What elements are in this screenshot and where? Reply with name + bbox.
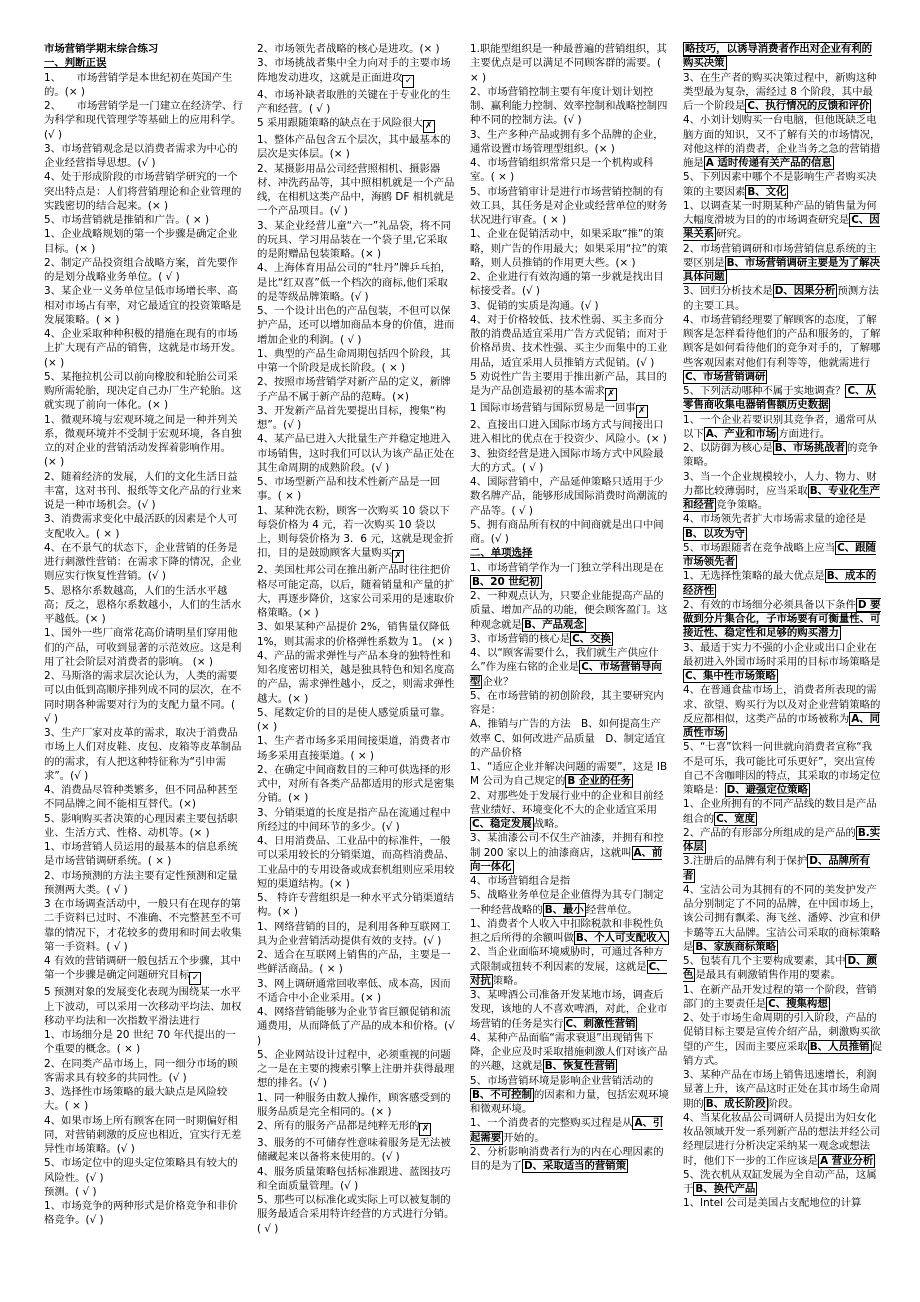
answer-mark: ✗ [636,405,648,418]
question-item: 3、在生产者的购买决策过程中，新购这种类型最为复杂，需经过 8 个阶段，其中最后一个阶段是 C、执行情况的反馈和评价 [683,71,877,112]
answer-mark: ✓ [189,972,201,985]
question-item: 5 劝说性广告主要用于推出新产品，其目的是为产品创造最初的基本需求 ✗ [470,370,667,399]
document-title: 市场营销学期末综合练习 [44,43,159,55]
answer-box: B、不可控制 [472,1088,532,1101]
question-item: 3、选择性市场策略的最大缺点是风险较大。( × ) [44,1086,228,1113]
answer-box: B、以攻为守 [685,527,745,540]
question-item: 1、某种洗衣粉，顾客一次购买 10 袋以下每袋价格为 4 元，若一次购买 10 袋以上，则每袋价格为 3．6 元，这就是现金折扣，目的是鼓励顾客大量购买 ✗ [257,504,454,562]
answer-box: D、采取适当的营销策 [523,1160,627,1172]
column-2 [257,42,456,1294]
answer-box: C、对抗 [470,960,667,987]
answer-box: B、市场营销调研主要是为了解决具体问题 [683,256,880,283]
question-item: 3、分销渠道的长度是指产品在流通过程中所经过的中间环节的多少。(√ ) [257,806,451,833]
answer-box: C、市场营销导向型 [470,661,662,688]
section-heading: 一、判断正误 [44,57,107,70]
answer-mark: ✗ [605,388,617,401]
answer-box: A 适时传递有关产品的信息 [705,157,832,169]
question-item: 2、美国杜邦公司在推出新产品时往往把价格尽可能定高，以后，随着销量和产量的扩大，再逐步降价，这家公司采用的是速取价格策略。(× ) [257,564,455,619]
answer-box: A、前向一体化 [470,846,663,873]
question-item: 2、所有的服务产品都是纯粹无形的 ✗ [257,1119,456,1136]
question-item: 5、“七喜”饮料一问世就向消费者宣称“我不是可乐，我可能比可乐更好”，突出宣传自己不含咖啡因的特点，其采取的市场定位策略是： D、避强定位策略 [683,741,881,796]
question-item: 3、消费需求变化中最活跃的因素是个人可支配收入。( × ) [44,513,238,540]
answer-box: D、因果分析 [774,285,836,298]
answer-mark: ✗ [423,120,435,133]
answer-box: A、产业和市场 [705,427,777,440]
answer-box: C、市场营销调研 [685,370,766,383]
question-item: 2、直接出口进入国际市场方式与间接出口进入相比的优点在于投资少、风险小。(× ) [470,419,667,446]
question-item: 5、市场型新产品和技术性新产品是一回事。( × ) [257,476,441,503]
question-item: 5、下列活动哪种不属于实地调查？ C、从零售商收集电器销售额历史数据 [683,385,876,412]
question-item: 2、以防御为核心是 B、市场挑战者 的竞争策略。 [683,442,879,469]
question-item: 1、典型的产品生命周期包括四个阶段，其中第一个阶段是成长阶段。( × ) [257,347,451,374]
question-item: 1 国际市场营销与国际贸易是一回事 ✗ [470,401,669,418]
question-item: 1、企业在促销活动中，如果采取“推”的策略，则广告的作用最大；如果采用“拉”的策略，则人员推销的作用更大些。(× ) [470,228,668,269]
question-item: 4、上海体育用品公司的“牡丹”牌乒乓拍，是比“红双喜”低一个档次的商标,他们采取的是等级品牌策略。(√ ) [257,262,452,303]
answer-box: D、颜色 [683,955,877,982]
question-item: 4、市场补缺者取胜的关键在于专业化的生产和经营。( √ ) [257,88,451,115]
question-item: 4、市场营销组织常常只是一个机构或科室。( × ) [470,157,654,184]
question-item: 2、处于市场生命周期的引入阶段，产品的促销目标主要是宣传介绍产品，刺激购买欲望的产生，因而主要应采取 B、人员推销 促销方式。 [683,1012,882,1067]
question-item: 2、市场营销调研和市场营销信息系统的主要区别是 B、市场营销调研主要是为了解决具体问题 [683,242,880,283]
question-item: 5、市场跟随者在竞争战略上应当 C、跟随市场领先者 [683,541,876,568]
question-item: 1、市场细分是 20 世纪 70 年代提出的一个重要的概念。( × ) [44,1029,236,1056]
answer-mark: ✓ [402,75,414,88]
question-item: 2、制定产品投资组合战略方案，首先要作的是划分战略业务单位。( √ ) [44,256,238,283]
question-item: 5、拥有商品所有权的中间商就是出口中间商。(√ ) [470,518,664,545]
answer-box: B.实体层 [683,826,881,853]
question-item: 3、某啤酒公司准备开发某地市场，调查后发现，该地的人不喜欢啤酒，对此，企业市场营销的任务是实行 C、刺激性营销 [470,989,668,1030]
answer-box: C、稳定发展 [472,818,532,830]
question-item: 5、市场定位中的迎头定位策略具有较大的风险性。(√ ) [44,1157,238,1184]
question-item: 4、处于形成阶段的市场营销学研究的一个突出特点是：人们将营销理论和企业管理的实践密切的结合起来。(× ) [44,171,242,212]
question-item: 1、在新产品开发过程的第一个阶段，营销部门的主要责任是 C、搜集构想 [683,983,877,1010]
question-item: 4、如果市场上所有顾客在同一时期偏好相同，对营销刺激的反应也相近，宜实行无差异性市场策略。(√ ) [44,1114,242,1155]
answer-box: C、跟随市场领先者 [683,541,876,568]
question-item: 4、日用消费品、工业品中的标准件，一般可以采用较长的分销渠道，而高档消费品、工业品中的专用设备或成套机组则应采用较短的渠道结构。(× ) [257,835,455,890]
question-item: 3、生产多种产品或拥有多个品牌的企业，通常设置市场管理型组织。(× ) [470,128,664,155]
question-item: 1、消费者个人收入中扣除税款和非税性负担之后所得的余额叫做 B、个人可支配收入 [470,917,667,944]
column-1 [44,42,243,1294]
answer-box: A、同质性市场 [683,712,881,739]
question-item: 2、当企业面临环境威胁时，可通过各种方式限制或扭转不利因素的发展，这就是 C、对抗 策略。 [470,946,667,987]
question-item: 3、独资经营是进入国际市场方式中风险最大的方式。( √ ) [470,447,664,474]
question-item: 1、整体产品包含五个层次，其中最基本的层次是实体层。(× ) [257,134,451,161]
question-item: 4 有效的营销调研一般包括五个步骤，其中第一个步骤是确定问题研究目标 ✓ [44,955,241,984]
answer-box: B、恢复性营销 [544,1060,615,1073]
question-item: 3、某企业经营儿童“六一”礼品袋，将不同的玩具、学习用品装在一个袋子里,它采取的是附赠品包装策略。(× ) [257,219,452,260]
question-item: 4、市场营销组合是指 [470,875,571,887]
answer-box: B、文化 [747,185,787,198]
question-item: 2、马斯洛的需求层次论认为，人类的需要可以由低到高顺序排列成不同的层次，在不同时期各种需要对行为的支配力量不同。( √ ) [44,670,242,725]
answer-box: A、引起需要 [470,1117,664,1144]
question-item: 1、市场竞争的两种形式是价格竞争和非价格竞争。(√ ) [44,1200,238,1227]
question-item: 2、对那些处于发展行业中的企业和目前经营业绩好、环境变化不大的企业适宜采用C、稳定发展 战略。 [470,789,664,830]
question-item: 4、在不景气的状态下，企业营销的任务是进行刺激性营销：在需求下降的情况，企业则应实行恢复性营销。(√ ) [44,541,242,583]
question-item: 2、在确定中间商数目的三种可供选择的形式中，对所有各类产品都适用的形式是密集分销。(× ) [257,763,455,805]
question-item: 1、网络营销的目的，是利用各种互联网工具为企业营销活动提供有效的支持。(√ ) [257,920,451,947]
question-item: 2、市场营销控制主要有年度计划计划控制、赢利能力控制、效率控制和战略控制四种不同的控制方法。(√ ) [470,85,668,127]
question-item: 4、消费品尽管种类繁多，但不同品种甚至不同品牌之间不能相互替代。(×) [44,784,238,811]
question-item: 1、一个消费者的完整购买过程是从 A、引起需要 开始的。 [470,1117,664,1144]
question-item: 1、Intel 公司是美国占支配地位的计算 [683,1197,862,1210]
question-item: 4、以“顾客需要什么，我们就生产供应什么”作为座右铭的企业是 C、市场营销导向型 企业？ [470,647,662,688]
column-4 [683,42,882,1294]
answer-box: B、个人可支配收入 [575,932,667,944]
question-item: 1、“适应企业并解决问题的需要”，这是 IBM 公司为自己规定的 B 企业的任务 [470,761,668,788]
question-item: 2、分析影响消费者行为的内在心理因素的目的是为了 D、采取适当的营销策 [470,1145,664,1172]
question-item: 1、生产者市场多采用间接渠道，消费者市场多采用直接渠道。( × ) [257,735,451,762]
question-item: 2、适合在互联网上销售的产品，主要是一些鲜活商品。( × ) [257,949,451,976]
question-item: 2、按照市场营销学对新产品的定义，新牌子产品不属于新产品的范畴。(×) [257,376,451,403]
question-item: 3、网上调研通常回收率低、成本高，因而不适合中小企业采用。(× ) [257,977,451,1004]
answer-box: B、最小 [544,903,584,916]
question-item: 2、在同类产品市场上，同一细分市场的顾客需求具有较多的共同性。(√ ) [44,1057,238,1084]
question-item: 5 预测对象的发展变化表现为围绕某一水平上下波动，可以采用一次移动平均法、加权移动平均法和一次指数平滑法进行 [44,986,242,1027]
question-item: 5、 特许专营组织是一种水平式分销渠道结构。(× ) [257,892,454,919]
question-item: 5、某拖拉机公司以前向橡胶和轮胎公司采购所需轮胎，现决定自己办厂生产轮胎。这就实现了前向一体化。(× ) [44,370,242,412]
question-item: 5、包装有几个主要构成要素，其中 D、颜色 是最具有刺激销售作用的要素。 [683,955,877,982]
question-item: 2、市场预测的方法主要有定性预测和定量预测两大类。( √ ) [44,869,238,896]
answer-box: B、专业化生产和经营 [683,484,880,511]
question-item: 4、某产品已进入大批量生产并稳定地进入市场销售，这时我们可以认为该产品正处在其生命周期的成熟阶段。(√ ) [257,433,455,474]
question-item: 1、 市场营销学是本世纪初在英国产生的。(× ) [44,71,233,98]
question-item: 3、促销的实质是沟通。(√ ) [470,299,599,312]
question-item: 4、网络营销能够为企业节省巨额促销和流通费用，从而降低了产品的成本和价格。(√ ) [257,1006,455,1047]
answer-box: B、家族商标策略 [695,940,777,953]
question-item: 3.注册后的品牌有利于保护 D、品牌所有者 [683,855,870,882]
question-item: 4、在普通食盐市场上，消费者所表现的需求、欲望、购买行为以及对企业营销策略的反应都相似，这类产品的市场被称为 A、同质性市场 [683,684,881,739]
question-item: 2、有效的市场细分必须具备以下条件 D 要做到分片集合化，子市场要有可衡量性、可接近性、稳定性和足够的购买潜力 [683,598,881,640]
question-item: 1、同一种服务由数人操作，顾客感受到的服务品质是完全相同的。(× ) [257,1091,451,1118]
answer-mark: ✗ [392,550,404,563]
question-item: 2、市场领先者战略的核心是进攻。(× ) [257,43,440,55]
question-item: 3、市场挑战者集中全力向对手的主要市场阵地发动进攻，这就是正面进攻 ✓ [257,57,451,86]
question-item: 1、一个企业若要识别其竞争者，通常可从以下 A、产业和市场 方面进行。 [683,413,877,440]
question-item: 3、开发新产品首先要提出目标，搜集“构想”。(√ ) [257,404,446,431]
question-item: 5、在市场营销的初创阶段，其主要研究内容是： [470,689,664,716]
answer-box: C、宽度 [716,812,755,825]
question-item: 2、产品的有形部分所组成的是产品的 B.实体层 [683,826,881,853]
question-item: 5、下列因素中哪个不是影响生产者购买决策的主要因素 B、文化 [683,171,877,198]
question-item: 预测。( √ ) [44,1185,97,1198]
question-item: 1、企业战略规划的第一个步骤是确定企业目标。(× ) [44,228,238,255]
question-item: 3、某企业一义务单位呈低市场增长率、高相对市场占有率，对它最适宜的投资策略是发展策略。( × ) [44,285,242,326]
question-item: 5、战略业务单位是企业值得为其专门制定一种经营战略的 B、最小 经营单位。 [470,889,664,916]
answer-box: C、集中性市场策略 [685,670,776,682]
answer-box: C、搜集构想 [768,997,828,1010]
question-item: 1、无选择性策略的最大优点是 B、成本的经济性 [683,570,877,597]
answer-mark: ✗ [419,1123,431,1136]
question-item: 3、服务的不可储存性意味着服务是无法被储藏起来以备将来使用的。(√ ) [257,1137,451,1164]
column-3 [470,42,669,1294]
question-item: 1、企业所拥有的不同产品线的数目是产品组合的 C、宽度 [683,798,877,825]
question-item: 4、国际营销中，产品延伸策略只适用于少数名牌产品，能够形成国际消费时尚潮流的产品等。( √ ) [470,476,668,517]
answer-box: C、交换 [572,632,611,645]
question-item: 3、市场营销的核心是 C、交换 [470,632,611,645]
question-item: 4、服务质量策略包括标准跟进、蓝图技巧和全面质量管理。(√ ) [257,1165,451,1192]
answer-box: 略技巧，以诱导消费者作出对企业有利的购买决策 [683,43,873,70]
answer-box: B、成长阶段 [705,1097,766,1110]
question-item: 4、产品的需求弹性与产品本身的独特性和知名度密切相关，越是独具特色和知名度高的产品，需求弹性越小，反之，则需求弹性越大。(× ) [257,649,455,705]
question-item: 5、市场营销就是推销和广告。( × ) [44,214,210,226]
question-item: 1、市场营销人员运用的最基本的信息系统是市场营销调研系统。( × ) [44,841,238,868]
question-item: A、推销与广告的方法 B、如何提高生产效率 C、如何改进产品质量 D、制定适宜的产品价格 [470,718,666,759]
question-item: 4、某种产品面临“需求衰退”出现销售下降，企业应及时采取措施刺激人们对该产品的兴趣，这就是 B、恢复性营销 [470,1031,668,1073]
answer-box: B、人员推销 [809,1040,870,1053]
question-item: 1、以调查某一时期某种产品的销售量为何大幅度滑坡为目的的市场调查研究是 C、因果关系 研究。 [683,199,880,241]
answer-box: A 营业分析 [820,1154,874,1167]
answer-box: B、产品观念 [523,618,584,631]
question-item: 4、市场领先者扩大市场需求量的途径是B、以攻为守 [683,513,867,540]
question-item: 2、企业进行有效沟通的第一步就是找出目标接受者。(√ ) [470,271,664,298]
question-item: 4、对于价格较低、技术性弱、买主多而分散的消费品适宜采用广告方式促销；而对于价格昂贵、技术性强、买主少而集中的工业用品，适宜采用人员推销方式促销。(√ ) [470,313,668,369]
answer-box: C、执行情况的反馈和评价 [747,100,870,112]
question-item: 3、当一个企业规模较小，人力、物力、财力都比较薄弱时，应当采取 B、专业化生产和经营 竞争策略。 [683,470,880,511]
question-item: 5、影响购买者决策的心理因素主要包括职业、生活方式、性格、动机等。(× ) [44,812,238,839]
question-item: 5、那些可以标准化或实际上可以被复制的服务最适合采用特许经营的方式进行分销。( √ ) [257,1194,455,1235]
question-item: 4、企业采取种种积极的措施在现有的市场上扩大现有产品的销售，这就是市场开发。(× ) [44,328,242,369]
section-heading: 二、单项选择 [470,547,533,560]
question-item: 1.职能型组织是一种最普遍的营销组织，其主要优点是可以满足不同顾客群的需要。( × ) [470,43,667,84]
question-item: 1、国外一些厂商常花高价请明星们穿用他们的产品，可收到显著的示范效应。这是利用了社会阶层对消费者的影响。 (× ) [44,627,242,668]
question-item: 3、生产厂家对皮革的需求，取决于消费品市场上人们对皮鞋、皮包、皮箱等皮革制品的的需求，有人把这种特征称为“引申需求”。(√ ) [44,727,242,782]
question-item: 2、一种观点认为，只要企业能提高产品的质量、增加产品的功能，便会顾客盈门。这种观念就是 B、产品观念 [470,590,668,631]
question-item: 1、市场营销学作为一门独立学科出现是在B、20 世纪初 [470,561,664,588]
question-item: 4、市场营销经理要了解顾客的态度，了解顾客是怎样看待他们的产品和服务的，了解顾客是如何看待他们的竞争对手的，了解哪些客观因素对他们有利等等，他就需进行C、市场营销调研 [683,313,881,383]
question-item: 2、某摄影用品公司经营照相机、摄影器材、冲洗药品等，其中照相机就是一个产品线，在相机这类产品中，海鸥 DF 相机就是一个产品项目。(√ ) [257,162,455,218]
answer-box: D、避强定位策略 [726,784,808,796]
question-item: 2、随着经济的发展，人们的文化生活日益丰富，这对书刊、报纸等文化产品的行业来说是一种市场机会。(√ ) [44,470,242,511]
question-item [683,42,882,71]
answer-box: C、刺激性营销 [565,1017,636,1030]
question-item: 5、市场营销审计是进行市场营销控制的有效工具，其任务是对企业或经营单位的财务状况进行审查。( × ) [470,185,668,226]
answer-box: B、换代产品 [695,1183,756,1195]
question-item: 1、微观环境与宏观环境之间是一种并列关系，微观环境并不受制于宏观环境，各自独立的对企业的营销活动发挥着影响作用。(× ) [44,413,242,469]
question-item: 3、最适于实力不强的小企业或出口企业在最初进入外国市场时采用的目标市场策略是C、集中性市场策略 [683,641,881,682]
question-item: 5、市场营销环境是影响企业营销活动的B、不可控制 的因素和力量，包括宏观环境和微观环境。 [470,1074,669,1115]
answer-box: B、市场挑战者 [774,442,846,454]
question-item: 4、宝洁公司为其拥有的不同的美发护发产品分别制定了不同的品牌，在中国市场上，该公司拥有飘柔、海飞丝、潘婷、沙宣和伊卡璐等五大品牌。宝洁公司采取的商标策略是 B、家族商标策略 [683,883,881,953]
question-item: 3 在市场调查活动中，一般只有在现存的第二手资料已过时、不准确、不完整甚至不可靠的情况下，才花较多的费用和时间去收集第一手资料。( √ ) [44,898,242,953]
question-item: 5、洗衣机从双缸发展为全自动产品，这属于 B、换代产品 [683,1168,877,1195]
question-item: 3、市场营销观念是以消费者需求为中心的企业经营指导思想。(√ ) [44,142,238,169]
question-item: 5、恩格尔系数越高，人们的生活水平越高；反之，恩格尔系数越小，人们的生活水平越低。(× ) [44,584,242,625]
question-item: 5、企业网站设计过程中，必须重视的问题之一是在主要的搜索引擎上注册并获得最理想的排名。(√ ) [257,1048,455,1090]
question-item: 3、回归分析技术是 D、因果分析 预测方法的主要工具。 [683,285,879,312]
answer-box: C、因果关系 [683,214,880,241]
question-item: 4、当某化妆品公司调研人员提出为妇女化妆品领域开发一系列新产品的想法并经公司经理层进行分析决定采纳某一观念或想法时，他们下一步的工作应该是 A 营业分析 [683,1111,881,1167]
question-item: 4、小刘计划购买一台电脑，但他既缺乏电脑方面的知识，又不了解有关的市场情况，对他这样的消费者，企业当务之急的营销措施是 A 适时传递有关产品的信息 [683,114,881,169]
answer-box: C、从零售商收集电器销售额历史数据 [683,385,876,412]
question-item: 3、如果某种产品提价 2%，销售量仅降低 1%，则其需求的价格弹性系数为 1。 (× ) [257,621,453,648]
answer-box: B、成本的经济性 [683,570,877,597]
answer-box: D 要做到分片集合化，子市场要有可衡量性、可接近性、稳定性和足够的购买潜力 [683,598,881,640]
answer-box: B、20 世纪初 [472,575,540,588]
answer-box: B 企业的任务 [567,775,631,788]
question-item: 5 采用跟随策略的缺点在于风险很大 ✗ [257,116,456,133]
question-item: 2、 市场营销学是一门建立在经济学、行为科学和现代管理学等基础上的应用科学。(√ ) [44,100,243,141]
question-item: 3、某种产品在市场上销售迅速增长，利润显著上升，该产品这时正处在其市场生命周期的 B、成长阶段 阶段。 [683,1069,881,1110]
question-item: 3、某油漆公司不仅生产油漆，并拥有和控制 200 家以上的油漆商店，这就叫 A、前向一体化 [470,832,664,873]
answer-box: D、品牌所有者 [683,855,870,882]
question-item: 5、一个设计出色的产品包装，不但可以保护产品，还可以增加商品本身的价值，进而增加企业的利润。( √ ) [257,305,455,346]
question-item: 5、尾数定价的目的是使人感觉质量可靠。(× ) [257,706,451,733]
